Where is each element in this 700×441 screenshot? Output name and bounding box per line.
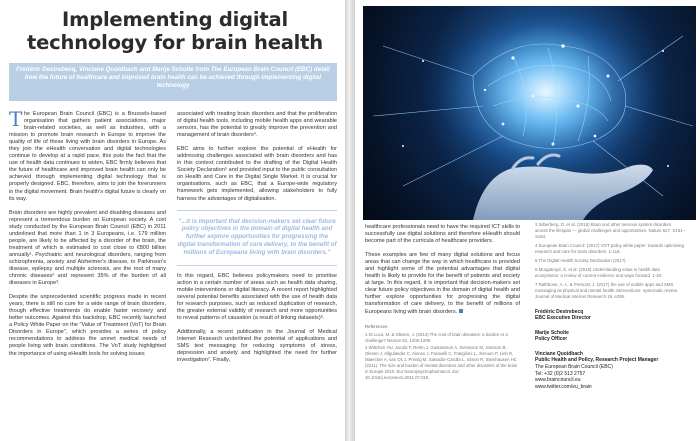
left-column-1	[9, 107, 166, 365]
author-name: Marije Scholte	[535, 329, 569, 336]
right-page	[355, 0, 700, 441]
paragraph: associated with treating brain disorders and that the proliferation of digital health tools, including mobile health apps and wearable sensors, has the potential to greatly improve the prevention and management of brain disorders⁴.	[177, 111, 337, 139]
paragraph-text: These examples are few of many digital solutions and focus areas that can change the way in which healthcare is provided and highlight some of the potential advantages that digital health is likely to provide for the benefit of patients and society at large. In this regard, it is important that decision-makers set clear future policy objectives in the domain of digital health and further explore opportunities for progressing the digital transformation of care delivery, to the benefit of millions of Europeans living with brain disorders.	[365, 252, 520, 315]
website-link[interactable]: www.braincouncil.eu	[535, 377, 581, 384]
telephone: Tel: +32 (0)2 513 2757	[535, 370, 586, 377]
left-page	[0, 0, 345, 441]
reference-item: 6 Murgatroyd, S. et al. (2015) Understanding value in health data ecosystems: a review of current evidence and ways forward. 1-40.	[535, 267, 663, 279]
page-gutter	[345, 0, 355, 441]
paragraph	[365, 252, 520, 315]
organisation: The European Brain Council (EBC)	[535, 364, 613, 371]
standfirst-text: Frédéric Destrebecq, Vinciane Quoidbach and Marije Scholte from The European Brain Council (EBC) detail how the future of healthcare and improved brain health can be achieved through implementing digital technology	[16, 66, 330, 90]
paragraph: healthcare professionals need to have the required ICT skills to successfully use digital solutions and therefore eHealth should become part of the curricula of healthcare providers.	[365, 224, 520, 245]
twitter-link[interactable]: www.twitter.com/eu_brain	[535, 383, 592, 390]
intro-text: he European Brain Council (EBC) is a Brussels-based organisation that gathers patient associations, major brain-related societies, as well as industries, with a mission to promote brain research in Europe to improve the quality of life of those living with brain disorders in Europe. As they join the eHealth conversation and digital technologies continue to develop at a rapid pace, this puts the fact that the use of health data continues to widen, EBC firmly believes that the future of healthcare and improved brain health can only be achieved through implementing digital technology that is properly designed. EBC, therefore, aims to join the forerunners in the digital movement. Brain health's digital future is clearly on its way.	[9, 111, 166, 202]
references-heading: References	[365, 323, 388, 329]
article-title: Implementing digital technology for brain health	[27, 8, 323, 54]
author-name: Frédéric Destrebecq	[535, 308, 584, 315]
left-column-2	[177, 111, 337, 371]
glowing-brain-over-hand-image	[363, 6, 696, 220]
reference-item: 2 Wittchen HU, Jacobi F, Rehm J, Gustavsson A, Svensson M, Jönsson B, Olesen J, Allgulander C, Alonso J, Faravelli C, Fratiglioni L, Jennum P, Lieb R, Maercker A, van Os J, Preisig M, Salvador-Carulla L, Simon R, Steinhausen HC (2011). The size and burden of mental disorders and other disorders of the brain in Europe 2010. Eur Neuropsychopharmacol. doi: 10.1016/j.euroneuro.2011.07.018.	[365, 345, 518, 381]
intro-paragraph	[9, 107, 166, 203]
brain-illustration	[363, 6, 696, 220]
paragraph: Additionally, a recent publication in the Journal of Medical Internet Research underlined the potential of applications and SMS text messaging for reducing symptoms of stress, depression and anxiety and highlighted the need for further investigation⁷. Finally,	[177, 328, 337, 364]
reference-item: 4 European Brain Council. (2017) VOT policy white paper: towards optimising research and care for brain disorders. 1-116.	[535, 243, 684, 255]
pullquote-rule-bottom	[177, 265, 337, 266]
paragraph: EBC aims to further explore the potential of eHealth for addressing challenges associated with brain disorders and has in this context contributed to the drafting of the Digital Health Society Declaration⁵ and provided input to the public consultation on Health and Care in the Digital Single Market. It is crucial for organisations, such as EBC, that a Europe-wide regulatory framework gets implemented, allowing stakeholders to fully harness the advantages of digitalisation.	[177, 146, 337, 202]
signature-block-1	[535, 309, 685, 322]
reference-item: 5 The Digital Health Society Declaration (2017).	[535, 258, 627, 264]
pull-quote: "...it is important that decision-makers set clear future policy objectives in the domain of digital health and further explore opportunities for progressing the digital transformation of care delivery, to the benefit of millions of Europeans living with brain disorders."	[177, 217, 337, 256]
references-list	[365, 332, 520, 382]
dropcap: T	[9, 107, 23, 131]
author-role: Policy Officer	[535, 336, 568, 343]
signature-block-3	[535, 351, 685, 391]
end-mark-icon	[459, 309, 463, 313]
paragraph: Brain disorders are highly prevalent and disabling diseases and represent a tremendous burden on European society. A cost study conducted by the European Brain Council (EBC) in 2011 underlined that more than 1 in 3 Europeans, i.e. 179 million people, are likely to be affected by a disorder of the brain, the treatment of which is estimated to cost close to €800 billion annually¹. Psychiatric and neurological disorders, ranging from schizophrenia, anxiety and Alzheimer's disease, to Parkinson's disease, epilepsy and multiple sclerosis, are the root of many chronic diseases² and represent 35% of the burden of all diseases in Europe³.	[9, 209, 166, 287]
right-column-1	[365, 224, 520, 383]
author-role: EBC Executive Director	[535, 315, 591, 322]
author-name: Vinciane Quoidbach	[535, 350, 583, 357]
right-column-2	[535, 222, 685, 390]
reference-item: 1 Di Luca, M. & Olesen, J. (2014) The cost of brain diseases: a burden or a challenge? Neuron 82, 1205-1208.	[365, 331, 508, 343]
pullquote-rule-top	[177, 210, 337, 211]
author-role: Public Health and Policy, Research Project Manager	[535, 357, 659, 364]
paragraph: Despite the unprecedented scientific progress made in recent years, there is still no cure for a wide range of brain disorders, though effective treatments do enable faster recovery and better outcomes. Against this backdrop, EBC recently launched a Policy White Paper on the "Value of Treatment (VoT) for Brain Disorders in Europe", which provides a series of policy recommendations to address the unmet medical needs of people living with brain conditions. The VoT study highlighted the importance of using eHealth tools for solving issues	[9, 294, 166, 357]
reference-item: 7 Rathbone, A. L. & Prescott, J. (2017) the use of mobile apps and SMS messaging as physical and mental health interventions: systematic review. Journal of Medical Internet Research 19, e295.	[535, 282, 678, 300]
paragraph: In this regard, EBC believes policymakers need to prioritise action in a certain number of areas such as health data sharing, mobile interventions or digital literacy. A recent report highlighted several potential benefits associated with the use of health data for research purposes, such as reduced duplication of research, the greater external validity of research and more opportunities to reveal patterns of causation (a result of linking datasets)⁶.	[177, 272, 337, 321]
standfirst	[9, 63, 337, 101]
signature-block-2	[535, 330, 685, 343]
reference-item: 3 Silberberg, D. et al. (2015) Brain and other nervous system disorders across the lifespan — global challenges and opportunities. Nature 527, S151–S154.	[535, 222, 685, 240]
